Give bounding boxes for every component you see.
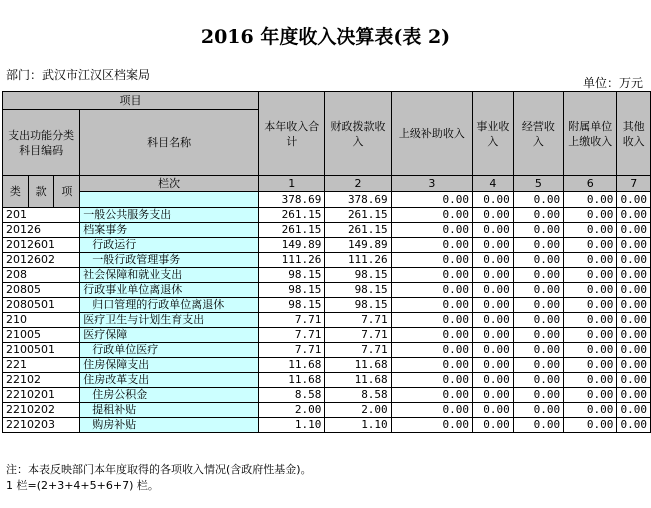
total-value: 378.69 [259,192,325,208]
value-cell: 0.00 [617,238,651,253]
value-cell: 0.00 [617,403,651,418]
value-cell: 8.58 [325,388,391,403]
value-cell: 0.00 [564,253,617,268]
value-cell: 0.00 [472,253,513,268]
subject-code: 2210202 [3,403,80,418]
value-cell: 0.00 [391,328,472,343]
subject-name: 一般行政管理事务 [80,253,259,268]
header-col-fiscal: 财政拨款收入 [325,92,391,176]
subject-code: 2080501 [3,298,80,313]
value-cell: 0.00 [513,358,563,373]
value-cell: 0.00 [513,388,563,403]
table-row [3,358,651,373]
value-cell: 0.00 [472,268,513,283]
table-row [3,208,651,223]
table-row [3,328,651,343]
col-num: 2 [325,176,391,192]
value-cell: 0.00 [472,298,513,313]
value-cell: 98.15 [259,283,325,298]
header-xiang: 项 [54,176,80,208]
subject-name: 行政单位医疗 [80,343,259,358]
table-row [3,388,651,403]
subject-code: 201 [3,208,80,223]
value-cell: 0.00 [391,268,472,283]
subject-name: 提租补贴 [80,403,259,418]
value-cell: 0.00 [564,373,617,388]
value-cell: 0.00 [472,283,513,298]
note-line-1: 注：本表反映部门本年度取得的各项收入情况(含政府性基金)。 [6,463,312,476]
value-cell: 0.00 [564,238,617,253]
value-cell: 0.00 [513,268,563,283]
table-row [3,403,651,418]
value-cell: 0.00 [617,298,651,313]
total-value: 0.00 [564,192,617,208]
value-cell: 0.00 [617,388,651,403]
value-cell: 0.00 [391,343,472,358]
value-cell: 0.00 [391,238,472,253]
value-cell: 261.15 [259,208,325,223]
subject-code: 2012601 [3,238,80,253]
col-num: 6 [564,176,617,192]
total-value: 0.00 [472,192,513,208]
value-cell: 0.00 [513,373,563,388]
value-cell: 0.00 [472,313,513,328]
value-cell: 149.89 [325,238,391,253]
value-cell: 111.26 [325,253,391,268]
value-cell: 0.00 [564,388,617,403]
value-cell: 0.00 [564,313,617,328]
revenue-table [2,91,651,433]
header-kuan: 款 [28,176,54,208]
value-cell: 0.00 [472,418,513,433]
value-cell: 0.00 [564,208,617,223]
value-cell: 0.00 [391,208,472,223]
subject-name: 行政运行 [80,238,259,253]
value-cell: 0.00 [617,208,651,223]
value-cell: 0.00 [617,253,651,268]
value-cell: 0.00 [617,223,651,238]
subject-code: 208 [3,268,80,283]
department-label: 部门：武汉市江汉区档案局 [6,68,151,82]
col-num: 7 [617,176,651,192]
value-cell: 0.00 [513,223,563,238]
subject-name: 住房改革支出 [80,373,259,388]
value-cell: 149.89 [259,238,325,253]
value-cell: 0.00 [472,223,513,238]
value-cell: 0.00 [391,373,472,388]
header-lei: 类 [3,176,29,208]
value-cell: 0.00 [513,238,563,253]
total-value: 0.00 [617,192,651,208]
note-line-2: 1 栏=(2+3+4+5+6+7) 栏。 [6,479,159,492]
value-cell: 0.00 [513,313,563,328]
total-value: 0.00 [513,192,563,208]
value-cell: 0.00 [472,238,513,253]
value-cell: 0.00 [513,283,563,298]
value-cell: 0.00 [391,403,472,418]
header-lanci: 栏次 [80,176,259,192]
header-col-total: 本年收入合计 [259,92,325,176]
col-num: 1 [259,176,325,192]
unit-label: 单位：万元 [582,76,643,90]
value-cell: 0.00 [513,253,563,268]
value-cell: 0.00 [391,418,472,433]
value-cell: 7.71 [259,328,325,343]
subject-code: 2100501 [3,343,80,358]
subject-name: 医疗保障 [80,328,259,343]
value-cell: 0.00 [513,403,563,418]
table-row [3,283,651,298]
value-cell: 261.15 [325,223,391,238]
subject-code: 20126 [3,223,80,238]
subject-code: 20805 [3,283,80,298]
header-col-superior: 上级补助收入 [391,92,472,176]
value-cell: 0.00 [513,208,563,223]
value-cell: 98.15 [325,283,391,298]
value-cell: 98.15 [325,268,391,283]
subject-code: 22102 [3,373,80,388]
header-project: 项目 [3,92,259,110]
header-col-subsidiary: 附属单位上缴收入 [564,92,617,176]
value-cell: 11.68 [259,373,325,388]
value-cell: 0.00 [391,358,472,373]
value-cell: 0.00 [617,268,651,283]
value-cell: 0.00 [391,388,472,403]
value-cell: 98.15 [325,298,391,313]
value-cell: 0.00 [564,268,617,283]
total-name-cell [80,192,259,208]
value-cell: 0.00 [513,328,563,343]
value-cell: 0.00 [564,403,617,418]
value-cell: 0.00 [617,373,651,388]
value-cell: 0.00 [391,283,472,298]
value-cell: 0.00 [564,298,617,313]
subject-name: 医疗卫生与计划生育支出 [80,313,259,328]
value-cell: 0.00 [617,358,651,373]
value-cell: 0.00 [564,418,617,433]
value-cell: 0.00 [564,343,617,358]
subject-name: 住房保障支出 [80,358,259,373]
value-cell: 0.00 [564,223,617,238]
total-value: 0.00 [391,192,472,208]
subject-name: 档案事务 [80,223,259,238]
value-cell: 7.71 [325,328,391,343]
value-cell: 0.00 [472,388,513,403]
subject-code: 221 [3,358,80,373]
table-row [3,418,651,433]
subject-name: 社会保障和就业支出 [80,268,259,283]
table-row [3,298,651,313]
value-cell: 11.68 [325,373,391,388]
value-cell: 0.00 [391,313,472,328]
table-row [3,313,651,328]
header-col-business: 事业收入 [472,92,513,176]
page-title: 2016 年度收入决算表(表 2) [200,26,451,48]
value-cell: 111.26 [259,253,325,268]
subject-name: 一般公共服务支出 [80,208,259,223]
table-row [3,343,651,358]
subject-code: 21005 [3,328,80,343]
value-cell: 2.00 [325,403,391,418]
table-row [3,223,651,238]
value-cell: 261.15 [325,208,391,223]
value-cell: 261.15 [259,223,325,238]
subject-code: 2012602 [3,253,80,268]
value-cell: 98.15 [259,298,325,313]
subject-code: 210 [3,313,80,328]
value-cell: 0.00 [472,358,513,373]
table-row [3,238,651,253]
table-row [3,253,651,268]
subject-name: 行政事业单位离退休 [80,283,259,298]
value-cell: 0.00 [391,298,472,313]
value-cell: 98.15 [259,268,325,283]
subject-code: 2210203 [3,418,80,433]
subject-name: 住房公积金 [80,388,259,403]
value-cell: 0.00 [391,223,472,238]
table-row [3,268,651,283]
value-cell: 8.58 [259,388,325,403]
value-cell: 0.00 [617,328,651,343]
subject-name: 购房补贴 [80,418,259,433]
value-cell: 0.00 [472,373,513,388]
value-cell: 7.71 [325,343,391,358]
value-cell: 0.00 [472,328,513,343]
value-cell: 0.00 [391,253,472,268]
value-cell: 0.00 [513,343,563,358]
header-col-other: 其他收入 [617,92,651,176]
value-cell: 0.00 [617,418,651,433]
value-cell: 0.00 [472,403,513,418]
value-cell: 1.10 [259,418,325,433]
total-value: 378.69 [325,192,391,208]
value-cell: 11.68 [259,358,325,373]
value-cell: 0.00 [472,343,513,358]
value-cell: 0.00 [617,283,651,298]
col-num: 5 [513,176,563,192]
value-cell: 11.68 [325,358,391,373]
header-col-operating: 经营收入 [513,92,563,176]
header-func-code: 支出功能分类科目编码 [3,110,80,176]
value-cell: 0.00 [564,328,617,343]
value-cell: 2.00 [259,403,325,418]
subject-code: 2210201 [3,388,80,403]
value-cell: 0.00 [617,343,651,358]
col-num: 4 [472,176,513,192]
value-cell: 0.00 [617,313,651,328]
value-cell: 7.71 [259,313,325,328]
col-num: 3 [391,176,472,192]
value-cell: 0.00 [472,208,513,223]
value-cell: 1.10 [325,418,391,433]
total-row [3,192,651,208]
value-cell: 7.71 [259,343,325,358]
table-row [3,373,651,388]
value-cell: 7.71 [325,313,391,328]
value-cell: 0.00 [513,418,563,433]
value-cell: 0.00 [513,298,563,313]
subject-name: 归口管理的行政单位离退休 [80,298,259,313]
header-subject-name: 科目名称 [80,110,259,176]
value-cell: 0.00 [564,358,617,373]
value-cell: 0.00 [564,283,617,298]
